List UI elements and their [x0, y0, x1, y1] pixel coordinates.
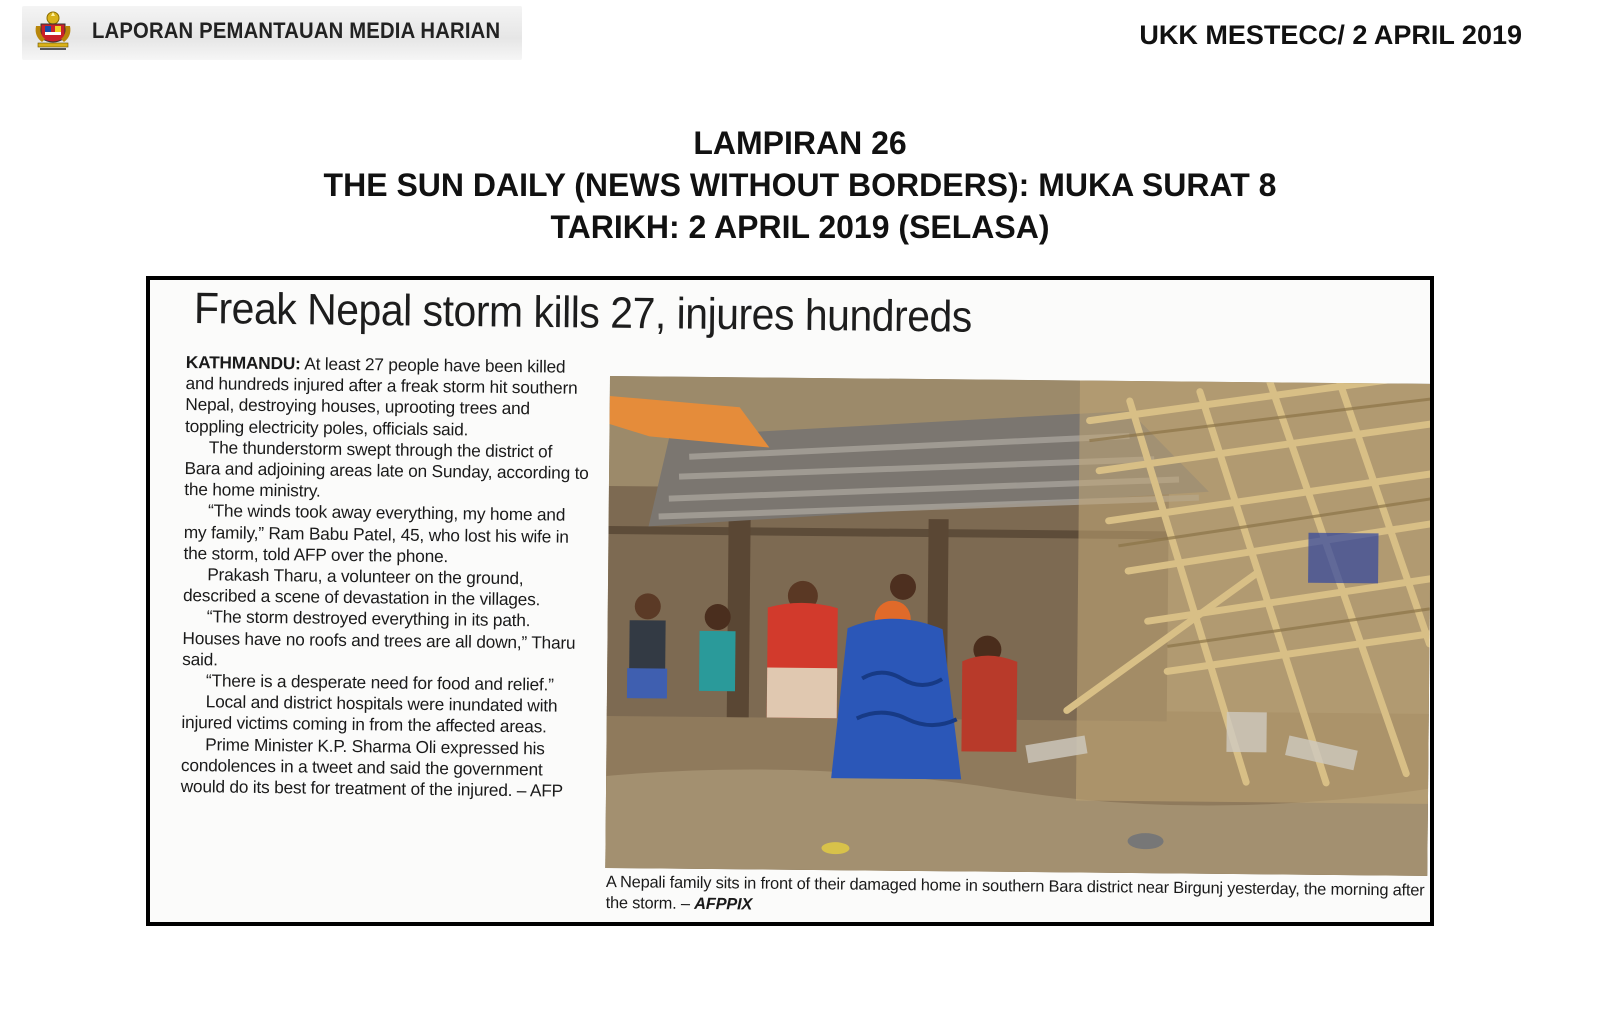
photo-caption: A Nepali family sits in front of their damaged home in southern Bara district near Birgunj yesterday, the morning after the storm. – AFPPIX: [605, 872, 1425, 914]
article-paragraph: “The storm destroyed everything in its path. Houses have no roofs and trees are all down,” Tharu said.: [182, 606, 576, 670]
article-paragraph: Prime Minister K.P. Sharma Oli expressed his condolences in a tweet and said the government would do its best for treatment of the injured. – AFP: [180, 733, 564, 801]
publication-date: TARIKH: 2 APRIL 2019 (SELASA): [550, 209, 1050, 245]
article-paragraph: Local and district hospitals were inundated with injured victims coming in from the affected areas.: [181, 691, 558, 737]
article-headline: Freak Nepal storm kills 27, injures hundreds: [193, 284, 973, 342]
article-dateline: KATHMANDU:: [185, 352, 301, 374]
article-paragraph: “There is a desperate need for food and relief.”: [205, 670, 554, 695]
article-paragraph: KATHMANDU: At least 27 people have been killed and hundreds injured after a freak storm hit southern Nepal, destroying houses, uprooting trees and toppling electricity poles, officials said.: [184, 352, 578, 440]
appendix-number: LAMPIRAN 26: [693, 125, 907, 161]
report-date-reference: UKK MESTECC/ 2 APRIL 2019: [1139, 20, 1522, 50]
article-paragraph: Prakash Tharu, a volunteer on the ground, described a scene of devastation in the villages.: [182, 564, 541, 610]
news-photo: [605, 376, 1432, 876]
source-publication: THE SUN DAILY (NEWS WITHOUT BORDERS): MUKA SURAT 8: [323, 167, 1277, 203]
coat-of-arms-icon: [30, 8, 76, 54]
article-body: [181, 352, 591, 802]
report-title: LAPORAN PEMANTAUAN MEDIA HARIAN: [92, 18, 501, 43]
article-paragraph: “The winds took away everything, my home and my family,” Ram Babu Patel, 45, who lost his wife in the storm, told AFP over the phone.: [183, 500, 569, 567]
newspaper-clipping: [146, 276, 1434, 926]
article-paragraph: The thunderstorm swept through the district of Bara and adjoining areas late on Sunday, according to the home ministry.: [184, 437, 589, 501]
photo-credit: AFPPIX: [694, 894, 753, 914]
storm-damage-photo-illustration: [605, 376, 1432, 876]
